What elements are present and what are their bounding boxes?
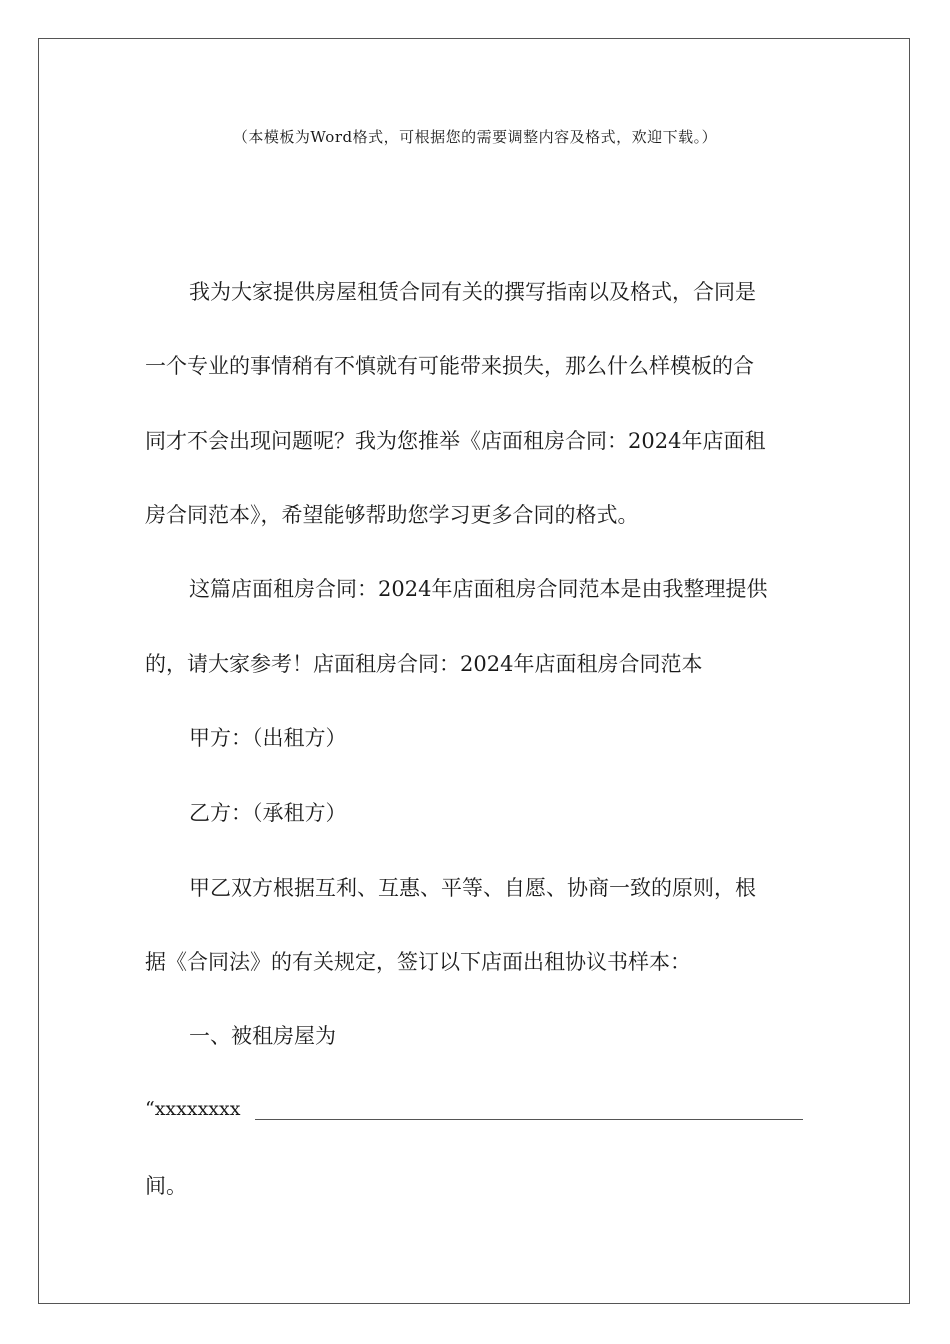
template-notice: （本模板为Word格式，可根据您的需要调整内容及格式，欢迎下载。） — [232, 128, 718, 146]
intro-line-4: 房合同范本》，希望能够帮助您学习更多合同的格式。 — [145, 503, 639, 527]
intro-line-3: 同才不会出现问题呢？我为您推举《店面租房合同：2024年店面租 — [145, 429, 766, 453]
source-line-1: 这篇店面租房合同：2024年店面租房合同范本是由我整理提供 — [189, 577, 768, 601]
party-a-line: 甲方：（出租方） — [189, 726, 347, 750]
intro-line-2: 一个专业的事情稍有不慎就有可能带来损失，那么什么样模板的合 — [145, 354, 754, 378]
fill-in-underline — [255, 1119, 803, 1120]
intro-line-1: 我为大家提供房屋租赁合同有关的撰写指南以及格式，合同是 — [189, 280, 756, 304]
clause-1-blank-line — [145, 1098, 805, 1122]
clause-1-end: 间。 — [145, 1174, 187, 1198]
principle-line-2: 据《合同法》的有关规定，签订以下店面出租协议书样本： — [145, 950, 691, 974]
principle-line-1: 甲乙双方根据互利、互惠、平等、自愿、协商一致的原则，根 — [189, 876, 756, 900]
party-b-line: 乙方：（承租方） — [189, 801, 347, 825]
clause-1-blank-prefix: “xxxxxxxx — [145, 1098, 241, 1120]
source-line-2: 的，请大家参考！店面租房合同：2024年店面租房合同范本 — [145, 652, 703, 676]
clause-1-title: 一、被租房屋为 — [189, 1024, 336, 1048]
